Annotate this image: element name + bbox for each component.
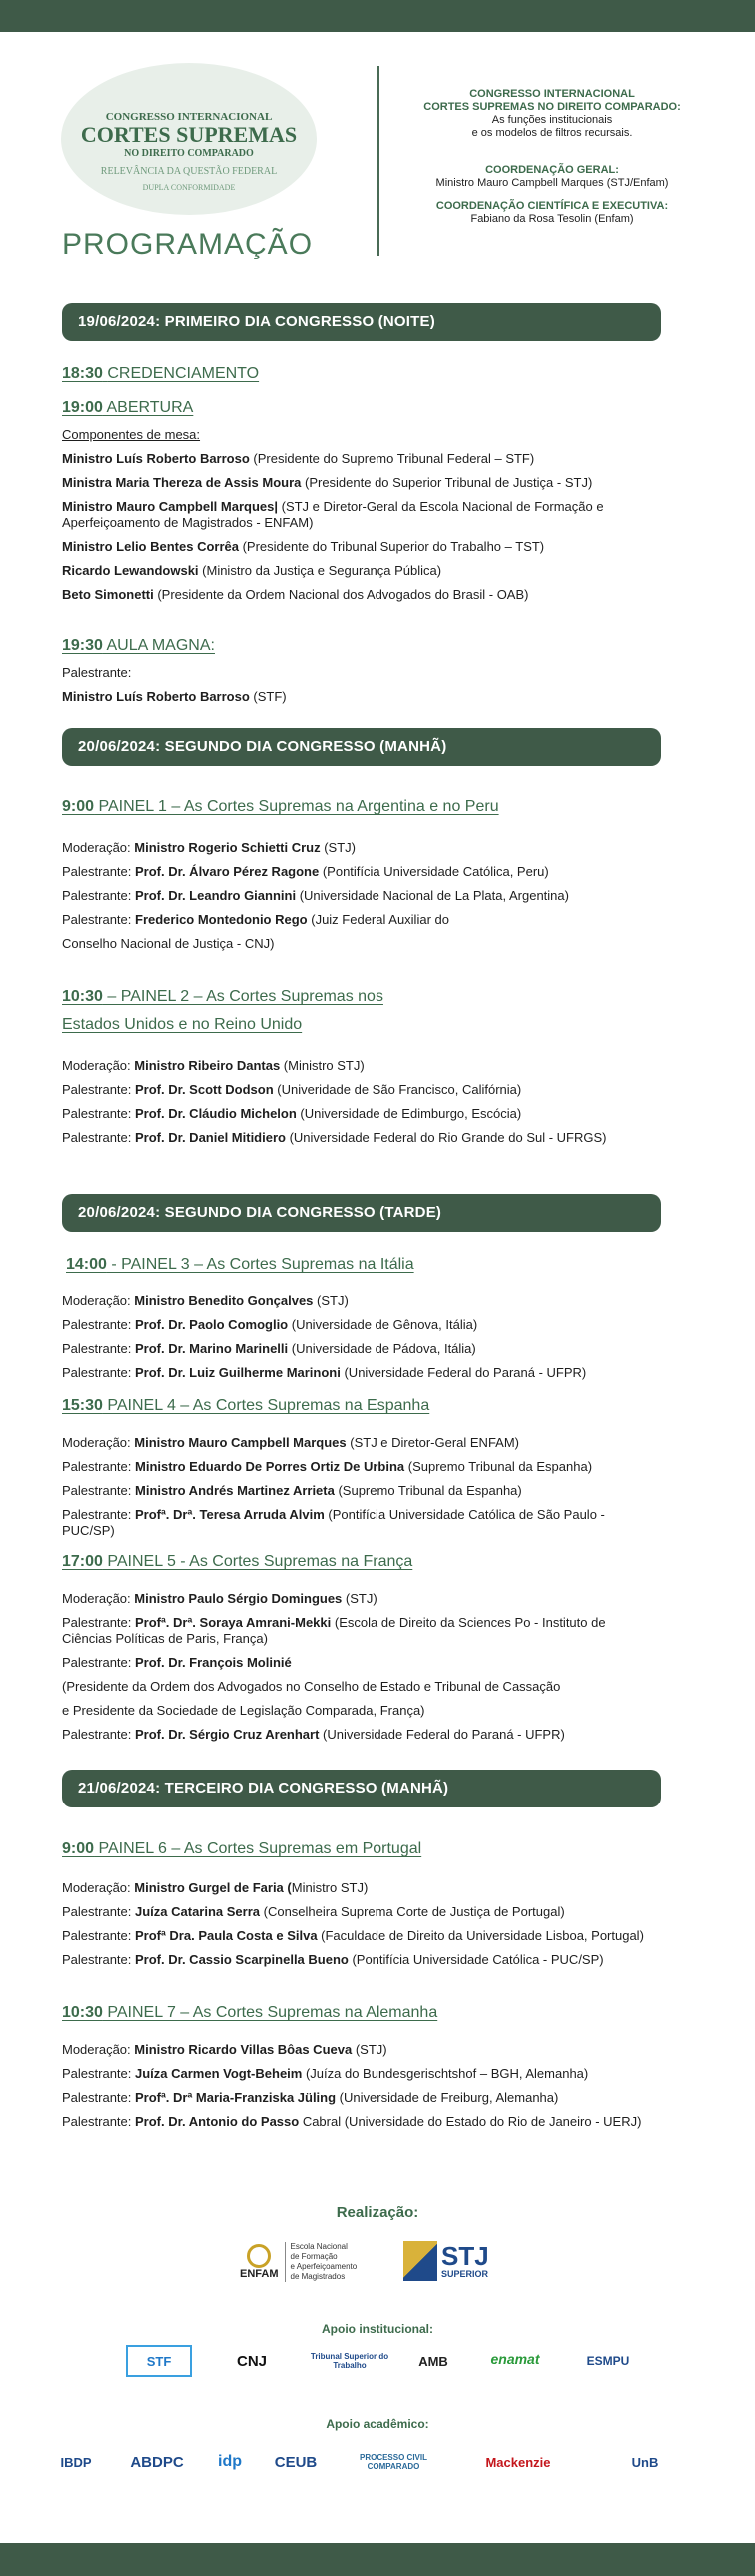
- panel-2-title-cont: Estados Unidos e no Reino Unido: [62, 1016, 303, 1033]
- mesa-member-cont: Aperfeiçoamento de Magistrados - ENFAM): [62, 515, 314, 530]
- speaker: Palestrante: Profª. Drª. Teresa Arruda Alvim (Pontifícia Universidade Católica de São Paulo -: [62, 1507, 605, 1522]
- day-header-4: 21/06/2024: TERCEIRO DIA CONGRESSO (MANHÃ): [62, 1770, 661, 1807]
- panel-2-title: 10:30 – PAINEL 2 – As Cortes Supremas nos: [62, 988, 383, 1005]
- mesa-label: Componentes de mesa:: [62, 427, 201, 442]
- top-bar: [0, 0, 755, 32]
- enfam-logo: ENFAM Escola Nacional de Formação e Aperfeiçoamento de Magistrados: [240, 2242, 358, 2281]
- speaker-cont: Ciências Políticas de Paris, França): [62, 1631, 268, 1646]
- panel-3-title: 14:00 - PAINEL 3 – As Cortes Supremas na Itália: [66, 1256, 414, 1273]
- moderator: Moderação: Ministro Gurgel de Faria (Ministro STJ): [62, 1880, 369, 1895]
- cnj-logo: CNJ: [236, 2352, 267, 2370]
- amb-logo: AMB: [418, 2353, 448, 2369]
- speaker: Palestrante: Profª. Drª Maria-Franziska Jüling (Universidade de Freiburg, Alemanha): [62, 2090, 559, 2105]
- speaker: Palestrante: Prof. Dr. Marino Marinelli (Universidade de Pádova, Itália): [62, 1341, 476, 1356]
- mackenzie-logo: Mackenzie: [485, 2454, 551, 2470]
- speaker: Palestrante: Juíza Catarina Serra (Conselheira Suprema Corte de Justiça de Portugal): [62, 1904, 565, 1919]
- mesa-member: Ministro Luís Roberto Barroso (Presidente do Supremo Tribunal Federal – STF): [62, 451, 535, 466]
- word-cloud-logo: [58, 60, 320, 218]
- bottom-bar: [0, 2543, 755, 2576]
- apoio-academico-label: Apoio acadêmico:: [326, 2417, 429, 2431]
- event-line-1: CONGRESSO INTERNACIONAL: [469, 88, 635, 100]
- speaker: Palestrante: Ministro Eduardo De Porres Ortiz De Urbina (Supremo Tribunal da Espanha): [62, 1459, 593, 1474]
- credenciamento-title: 18:30 CREDENCIAMENTO: [62, 365, 260, 382]
- speaker: Palestrante: Prof. Dr. Sérgio Cruz Arenhart (Universidade Federal do Paraná - UFPR): [62, 1727, 565, 1742]
- speaker-cont: PUC/SP): [62, 1523, 115, 1538]
- aula-magna-title: 19:30 AULA MAGNA:: [62, 637, 215, 654]
- sci-name: Fabiano da Rosa Tesolin (Enfam): [470, 213, 634, 225]
- speaker-cont: Conselho Nacional de Justiça - CNJ): [62, 936, 275, 951]
- idp-logo: idp: [218, 2453, 242, 2470]
- moderator: Moderação: Ministro Mauro Campbell Marques (STJ e Diretor-Geral ENFAM): [62, 1435, 519, 1450]
- mesa-member: Ministro Mauro Campbell Marques| (STJ e Diretor-Geral da Escola Nacional de Formação e: [62, 499, 604, 514]
- coord-name: Ministro Mauro Campbell Marques (STJ/Enfam): [435, 177, 669, 189]
- speaker: Palestrante: Prof. Dr. Cláudio Michelon (Universidade de Edimburgo, Escócia): [62, 1106, 522, 1121]
- event-line-4: e os modelos de filtros recursais.: [471, 127, 633, 139]
- moderator: Moderação: Ministro Paulo Sérgio Domingues (STJ): [62, 1591, 378, 1606]
- moderator: Moderação: Ministro Rogerio Schietti Cruz (STJ): [62, 840, 356, 855]
- speaker: Ministro Luís Roberto Barroso (STF): [62, 689, 287, 704]
- speaker: Palestrante: Juíza Carmen Vogt-Beheim (Juíza do Bundesgerischtshof – BGH, Alemanha): [62, 2066, 589, 2081]
- speaker: Palestrante: Prof. Dr. Álvaro Pérez Ragone (Pontifícia Universidade Católica, Peru): [62, 864, 549, 879]
- tst-logo: Tribunal Superior do Trabalho: [310, 2352, 389, 2370]
- moderator: Moderação: Ministro Ribeiro Dantas (Ministro STJ): [62, 1058, 365, 1073]
- page-title: PROGRAMAÇÃO: [62, 228, 314, 260]
- esmpu-logo: ESMPU: [586, 2354, 630, 2368]
- speaker: Palestrante: Prof. Dr. Luiz Guilherme Marinoni (Universidade Federal do Paraná - UFPR): [62, 1365, 587, 1380]
- enamat-logo: enamat: [490, 2351, 540, 2367]
- moderator: Moderação: Ministro Ricardo Villas Bôas Cueva (STJ): [62, 2042, 387, 2057]
- divider: [378, 66, 379, 256]
- mesa-member: Ministro Lelio Bentes Corrêa (Presidente do Tribunal Superior do Trabalho – TST): [62, 539, 545, 554]
- coord-label: COORDENAÇÃO GERAL:: [485, 164, 619, 176]
- speaker: Palestrante: Prof. Dr. Scott Dodson (Univeridade de São Francisco, Califórnia): [62, 1082, 522, 1097]
- sci-label: COORDENAÇÃO CIENTÍFICA E EXECUTIVA:: [435, 200, 669, 212]
- cloud-line-1: CONGRESSO INTERNACIONAL: [105, 111, 273, 123]
- abdpc-logo: ABDPC: [130, 2453, 184, 2471]
- event-info: [387, 88, 717, 226]
- cloud-line-4: RELEVÂNCIA DA QUESTÃO FEDERAL: [100, 166, 278, 177]
- speaker-label: Palestrante:: [62, 665, 132, 680]
- speaker: Palestrante: Frederico Montedonio Rego (Juiz Federal Auxiliar do: [62, 912, 449, 927]
- ceub-logo: CEUB: [274, 2453, 318, 2471]
- speaker: Palestrante: Prof. Dr. Daniel Mitidiero (Universidade Federal do Rio Grande do Sul - UFRGS): [62, 1130, 607, 1145]
- moderator: Moderação: Ministro Benedito Gonçalves (STJ): [62, 1293, 349, 1308]
- ibdp-logo: IBDP: [60, 2454, 92, 2470]
- event-line-3: As funções institucionais: [491, 114, 613, 126]
- speaker: Palestrante: Prof. Dr. Cassio Scarpinella Bueno (Pontifícia Universidade Católica - PUC/SP): [62, 1952, 604, 1967]
- event-line-2: CORTES SUPREMAS NO DIREITO COMPARADO:: [423, 101, 681, 113]
- enfam-name: ENFAM: [240, 2268, 279, 2280]
- stj-name: STJ: [441, 2241, 489, 2271]
- speaker: Palestrante: Prof. Dr. François Molinié: [62, 1655, 292, 1670]
- mesa-member: Ricardo Lewandowski (Ministro da Justiça e Segurança Pública): [62, 563, 442, 578]
- unb-logo: UnB: [631, 2454, 659, 2470]
- stj-logo: STJ SUPERIOR: [403, 2236, 505, 2286]
- speaker: Palestrante: Prof. Dr. Leandro Giannini (Universidade Nacional de La Plata, Argentina): [62, 888, 569, 903]
- speaker: Palestrante: Profª. Drª. Soraya Amrani-Mekki (Escola de Direito da Sciences Po - Instituto de: [62, 1615, 606, 1630]
- panel-1-title: 9:00 PAINEL 1 – As Cortes Supremas na Argentina e no Peru: [62, 798, 499, 815]
- panel-5-title: 17:00 PAINEL 5 - As Cortes Supremas na França: [62, 1553, 413, 1570]
- panel-6-title: 9:00 PAINEL 6 – As Cortes Supremas em Portugal: [62, 1840, 422, 1857]
- processo-civil-comparado-logo: PROCESSO CIVIL COMPARADO: [359, 2453, 427, 2471]
- panel-7-title: 10:30 PAINEL 7 – As Cortes Supremas na Alemanha: [62, 2004, 438, 2021]
- speaker: Palestrante: Profª Dra. Paula Costa e Silva (Faculdade de Direito da Universidade Lisboa, Portugal): [62, 1928, 644, 1943]
- cloud-line-3: NO DIREITO COMPARADO: [124, 148, 254, 159]
- cloud-line-5: DUPLA CONFORMIDADE: [142, 183, 236, 192]
- enfam-emblem-icon: [247, 2244, 271, 2268]
- panel-4-title: 15:30 PAINEL 4 – As Cortes Supremas na Espanha: [62, 1397, 430, 1414]
- abertura-title: 19:00 ABERTURA: [62, 399, 194, 416]
- mesa-member: Ministra Maria Thereza de Assis Moura (Presidente do Superior Tribunal de Justiça - STJ): [62, 475, 593, 490]
- day-header-2: 20/06/2024: SEGUNDO DIA CONGRESSO (MANHÃ): [62, 728, 661, 766]
- speaker: Palestrante: Ministro Andrés Martinez Arrieta (Supremo Tribunal da Espanha): [62, 1483, 522, 1498]
- realizacao-label: Realização:: [336, 2204, 419, 2221]
- stj-emblem-icon: [403, 2241, 437, 2281]
- cloud-line-2: CORTES SUPREMAS: [80, 122, 298, 147]
- day-header-3: 20/06/2024: SEGUNDO DIA CONGRESSO (TARDE): [62, 1194, 661, 1232]
- speaker-cont: (Presidente da Ordem dos Advogados no Conselho de Estado e Tribunal de Cassação: [62, 1679, 561, 1694]
- day-header-1: 19/06/2024: PRIMEIRO DIA CONGRESSO (NOITE): [62, 303, 661, 341]
- speaker: Palestrante: Prof. Dr. Paolo Comoglio (Universidade de Gênova, Itália): [62, 1317, 478, 1332]
- mesa-member: Beto Simonetti (Presidente da Ordem Nacional dos Advogados do Brasil - OAB): [62, 587, 529, 602]
- apoio-institucional-label: Apoio institucional:: [322, 2322, 433, 2336]
- stf-logo: STF: [126, 2345, 192, 2377]
- speaker: Palestrante: Prof. Dr. Antonio do Passo Cabral (Universidade do Estado do Rio de Janeiro - UERJ): [62, 2114, 642, 2129]
- speaker-cont: e Presidente da Sociedade de Legislação Comparada, França): [62, 1703, 425, 1718]
